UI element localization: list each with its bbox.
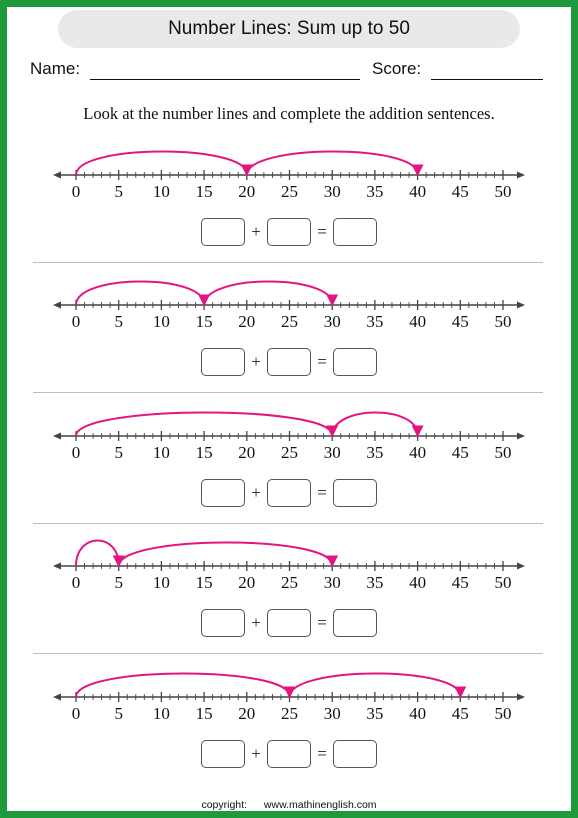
jump-arc [76,281,204,305]
tick-label: 30 [323,573,341,592]
tick-label: 45 [451,704,469,723]
tick-label: 0 [71,704,81,723]
tick-label: 45 [451,443,469,462]
tick-label: 40 [409,573,427,592]
tick-label: 20 [238,312,256,331]
tick-label: 5 [114,312,123,331]
sum-box[interactable] [333,218,377,246]
plus-sign: + [251,352,261,371]
tick-label: 30 [323,312,341,331]
addition-sentence [7,218,571,246]
tick-label: 20 [238,182,256,201]
tick-label: 5 [114,443,123,462]
jump-arc [76,673,290,697]
equals-sign: = [317,222,327,241]
tick-label: 15 [195,704,213,723]
axis-right-arrow-icon [517,694,525,701]
number-lines-canvas [7,7,571,811]
addend-box-2[interactable] [267,609,311,637]
plus-sign: + [251,613,261,632]
axis-left-arrow-icon [53,302,61,309]
tick-label: 10 [152,312,170,331]
addend-box-2[interactable] [267,740,311,768]
equals-sign: = [317,352,327,371]
tick-label: 0 [71,182,81,201]
section-divider [33,653,543,654]
sum-box[interactable] [333,348,377,376]
axis-right-arrow-icon [517,302,525,309]
equals-sign: = [317,483,327,502]
plus-sign: + [251,222,261,241]
tick-label: 15 [195,182,213,201]
tick-label: 50 [494,573,512,592]
tick-label: 25 [281,443,298,462]
site-link[interactable]: www.mathinenglish.com [263,799,377,811]
jump-arc [204,281,332,305]
addition-sentence [7,609,571,637]
addition-sentence [7,348,571,376]
axis-left-arrow-icon [53,694,61,701]
tick-label: 50 [494,704,512,723]
axis-right-arrow-icon [517,172,525,179]
sum-box[interactable] [333,740,377,768]
axis-left-arrow-icon [53,563,61,570]
equals-sign: = [317,613,327,632]
axis-right-arrow-icon [517,433,525,440]
tick-label: 25 [281,573,298,592]
tick-label: 40 [409,182,427,201]
copyright-label: copyright: [201,799,247,811]
section-divider [33,392,543,393]
tick-label: 40 [409,443,427,462]
tick-label: 15 [195,443,213,462]
tick-label: 20 [238,443,256,462]
addend-box-1[interactable] [201,479,245,507]
footer [7,799,571,811]
tick-label: 25 [281,312,298,331]
tick-label: 40 [409,704,427,723]
addend-box-2[interactable] [267,348,311,376]
tick-label: 25 [281,182,298,201]
sum-box[interactable] [333,609,377,637]
section-divider [33,523,543,524]
addend-box-1[interactable] [201,740,245,768]
jump-arc [119,542,333,566]
addend-box-1[interactable] [201,609,245,637]
tick-label: 10 [152,443,170,462]
axis-left-arrow-icon [53,172,61,179]
tick-label: 10 [152,182,170,201]
worksheet [7,7,571,811]
tick-label: 45 [451,573,469,592]
tick-label: 50 [494,443,512,462]
tick-label: 20 [238,704,256,723]
tick-label: 35 [366,443,384,462]
equals-sign: = [317,744,327,763]
page-title: Number Lines: Sum up to 50 [168,18,410,39]
tick-label: 40 [409,312,427,331]
score-label: Score: [372,59,422,78]
tick-label: 45 [451,312,469,331]
name-label: Name: [30,59,81,78]
tick-label: 0 [71,573,81,592]
tick-label: 5 [114,182,123,201]
tick-label: 35 [366,704,384,723]
addition-sentence [7,479,571,507]
tick-label: 15 [195,573,213,592]
instructions: Look at the number lines and complete the addition sentences. [83,104,495,123]
tick-label: 50 [494,182,512,201]
tick-label: 15 [195,312,213,331]
tick-label: 0 [71,443,81,462]
tick-label: 35 [366,573,384,592]
tick-label: 10 [152,573,170,592]
addend-box-1[interactable] [201,218,245,246]
plus-sign: + [251,744,261,763]
axis-right-arrow-icon [517,563,525,570]
tick-label: 50 [494,312,512,331]
tick-label: 0 [71,312,81,331]
tick-label: 35 [366,312,384,331]
plus-sign: + [251,483,261,502]
axis-left-arrow-icon [53,433,61,440]
addend-box-2[interactable] [267,218,311,246]
tick-label: 35 [366,182,384,201]
jump-arc [76,541,119,566]
tick-label: 5 [114,704,123,723]
addend-box-1[interactable] [201,348,245,376]
tick-label: 5 [114,573,123,592]
tick-label: 20 [238,573,256,592]
addition-sentence [7,740,571,768]
sum-box[interactable] [333,479,377,507]
tick-label: 30 [323,182,341,201]
tick-label: 30 [323,443,341,462]
addend-box-2[interactable] [267,479,311,507]
tick-label: 30 [323,704,341,723]
tick-label: 10 [152,704,170,723]
section-divider [33,262,543,263]
tick-label: 25 [281,704,298,723]
tick-label: 45 [451,182,469,201]
